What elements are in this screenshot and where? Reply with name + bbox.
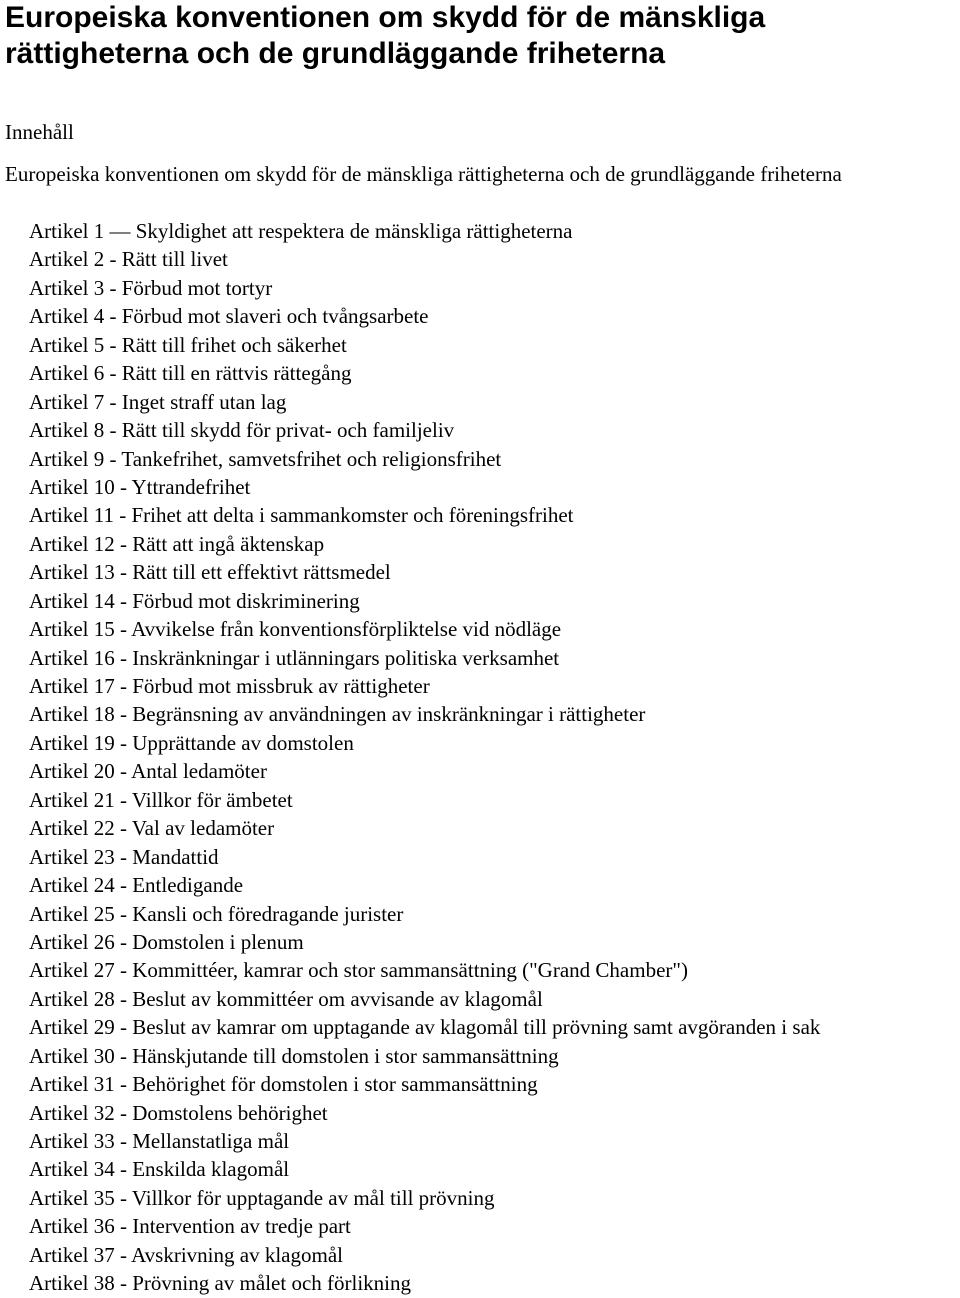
toc-entry-artikel-38[interactable]: Artikel 38 - Prövning av målet och förlikning (29, 1271, 412, 1296)
toc-entry-artikel-12[interactable]: Artikel 12 - Rätt att ingå äktenskap (29, 531, 325, 556)
toc-entry-artikel-20[interactable]: Artikel 20 - Antal ledamöter (29, 759, 267, 784)
toc-entry-artikel-21[interactable]: Artikel 21 - Villkor för ämbetet (29, 787, 293, 812)
toc-entry-artikel-35[interactable]: Artikel 35 - Villkor för upptagande av mål till prövning (29, 1185, 495, 1210)
toc-entry-artikel-17[interactable]: Artikel 17 - Förbud mot missbruk av rättigheter (29, 674, 430, 698)
toc-entry-artikel-7[interactable]: Artikel 7 - Inget straff utan lag (29, 389, 287, 414)
toc-entry-artikel-29[interactable]: Artikel 29 - Beslut av kamrar om upptagande av klagomål till prövning samt avgöranden i sak (29, 1015, 821, 1040)
toc-entry-artikel-30[interactable]: Artikel 30 - Hänskjutande till domstolen i stor sammansättning (29, 1043, 559, 1068)
toc-entry-artikel-16[interactable]: Artikel 16 - Inskränkningar i utlänningars politiska verksamhet (29, 645, 560, 670)
toc-entry-artikel-22[interactable]: Artikel 22 - Val av ledamöter (29, 816, 275, 841)
toc-entry-artikel-34[interactable]: Artikel 34 - Enskilda klagomål (29, 1157, 290, 1182)
toc-entry-artikel-10[interactable]: Artikel 10 - Yttrandefrihet (29, 474, 251, 499)
toc-entry-artikel-33[interactable]: Artikel 33 - Mellanstatliga mål (29, 1129, 290, 1153)
toc-entry-artikel-14[interactable]: Artikel 14 - Förbud mot diskriminering (29, 588, 360, 613)
toc-entry-artikel-32[interactable]: Artikel 32 - Domstolens behörighet (29, 1100, 328, 1125)
toc-entry-artikel-27[interactable]: Artikel 27 - Kommittéer, kamrar och stor sammansättning ("Grand Chamber") (29, 958, 688, 983)
toc-entry-artikel-19[interactable]: Artikel 19 - Upprättande av domstolen (29, 730, 354, 755)
toc-entry-artikel-4[interactable]: Artikel 4 - Förbud mot slaveri och tvångsarbete (29, 304, 429, 329)
toc-entry-artikel-13[interactable]: Artikel 13 - Rätt till ett effektivt rättsmedel (29, 560, 391, 585)
toc-entry-artikel-3[interactable]: Artikel 3 - Förbud mot tortyr (29, 275, 273, 300)
toc-entry-artikel-15[interactable]: Artikel 15 - Avvikelse från konventionsförpliktelse vid nödläge (29, 617, 562, 642)
toc-entry-artikel-2[interactable]: Artikel 2 - Rätt till livet (29, 247, 228, 272)
toc-list (29, 217, 820, 1298)
toc-entry-artikel-36[interactable]: Artikel 36 - Intervention av tredje part (29, 1214, 351, 1239)
toc-entry-artikel-18[interactable]: Artikel 18 - Begränsning av användningen av inskränkningar i rättigheter (29, 702, 646, 727)
toc-entry-artikel-23[interactable]: Artikel 23 - Mandattid (29, 844, 219, 869)
document-title: Europeiska konventionen om skydd för de mänskliga rättigheterna och de grundläggande friheterna (5, 1, 766, 70)
toc-entry-artikel-8[interactable]: Artikel 8 - Rätt till skydd för privat- och familjeliv (29, 418, 455, 443)
toc-entry-artikel-6[interactable]: Artikel 6 - Rätt till en rättvis rättegång (29, 361, 352, 386)
toc-entry-artikel-9[interactable]: Artikel 9 - Tankefrihet, samvetsfrihet och religionsfrihet (29, 446, 502, 471)
toc-entry-artikel-25[interactable]: Artikel 25 - Kansli och föredragande jurister (29, 901, 404, 926)
toc-entry-artikel-1[interactable]: Artikel 1 — Skyldighet att respektera de mänskliga rättigheterna (29, 219, 573, 243)
toc-entry-artikel-24[interactable]: Artikel 24 - Entledigande (29, 873, 244, 898)
toc-entry-artikel-28[interactable]: Artikel 28 - Beslut av kommittéer om avvisande av klagomål (29, 986, 543, 1011)
toc-main-entry[interactable]: Europeiska konventionen om skydd för de mänskliga rättigheterna och de grundläggande friheterna (5, 162, 842, 186)
toc-entry-artikel-37[interactable]: Artikel 37 - Avskrivning av klagomål (29, 1242, 343, 1267)
toc-entry-artikel-11[interactable]: Artikel 11 - Frihet att delta i sammankomster och föreningsfrihet (29, 503, 574, 528)
toc-entry-artikel-5[interactable]: Artikel 5 - Rätt till frihet och säkerhet (29, 332, 347, 357)
toc-entry-artikel-26[interactable]: Artikel 26 - Domstolen i plenum (29, 929, 304, 954)
toc-heading: Innehåll (5, 120, 74, 144)
toc-entry-artikel-31[interactable]: Artikel 31 - Behörighet för domstolen i stor sammansättning (29, 1072, 538, 1097)
